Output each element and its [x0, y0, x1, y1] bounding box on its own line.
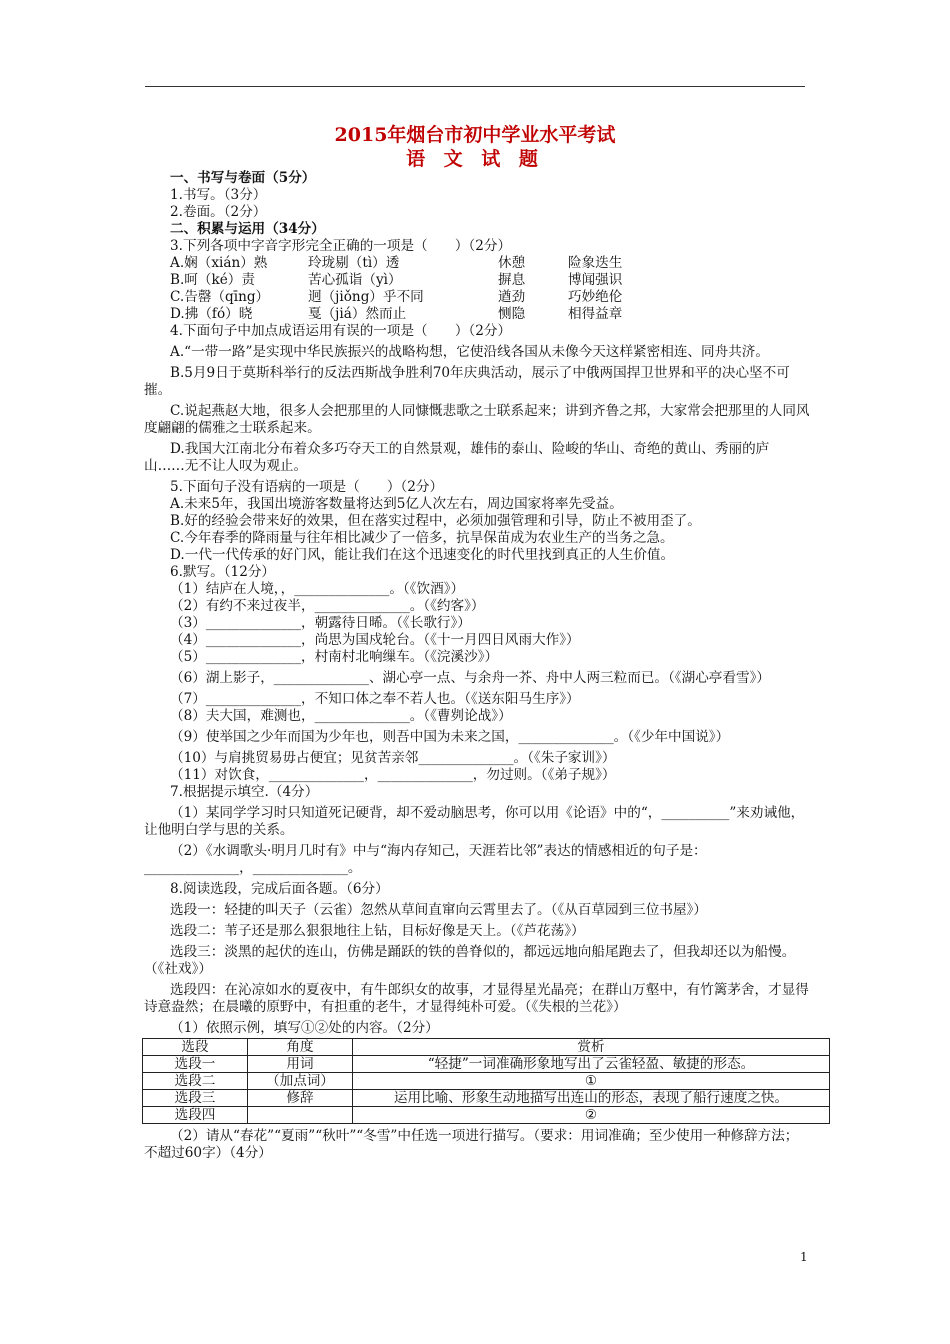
- option-part: 巧妙绝伦: [568, 289, 623, 305]
- question-4-stem: 4.下面句子中加点成语运用有误的一项是（ ）（2分）: [170, 323, 512, 339]
- question-8-sub-2: [144, 1128, 810, 1162]
- table-cell: [248, 1107, 353, 1124]
- recitation-item: （10）与肩挑贸易毋占便宜；见贫苦亲邻______________。（《朱子家训》）: [170, 750, 616, 766]
- excerpt-text: 选段二：苇子还是那么狠狠地往上钻，目标好像是天上。（《芦花荡》）: [170, 923, 585, 939]
- option-part: 摒息: [498, 272, 526, 288]
- question-5-option-c: C.今年春季的降雨量与往年相比减少了一倍多，抗旱保苗成为农业生产的当务之急。: [170, 530, 674, 546]
- question-3-option: [170, 255, 810, 272]
- option-part: 相得益章: [568, 306, 623, 322]
- page-number: 1: [800, 1250, 808, 1264]
- sub-text: （2）请从“春花”“夏雨”“秋叶”“冬雪”中任选一项进行描写。（要求：用词准确；至少使用一种修辞方法；不超过60字）（4分）: [144, 1128, 799, 1161]
- question-8-stem: 8.阅读选段，完成后面各题。（6分）: [170, 881, 389, 897]
- question-8-sub-1: （1）依照示例，填写①②处的内容。（2分）: [170, 1020, 439, 1036]
- question-4-option-c: [144, 403, 810, 437]
- recitation-item: （8）夫大国，难测也，______________。（《曹刿论战》）: [170, 708, 512, 724]
- question-5-stem: 5.下面句子没有语病的一项是（ ）（2分）: [170, 479, 444, 495]
- recitation-item: （6）湖上影子，______________、湖心亭一点、与余舟一芥、舟中人两三粒而已。（《湖心亭看雪》）: [170, 670, 770, 686]
- recitation-item: （1）结庐在人境，，______________。（《饮酒》）: [170, 581, 465, 597]
- question-7-stem: 7.根据提示填空.（4分）: [170, 784, 319, 800]
- table-cell: 运用比喻、形象生动地描写出连山的形态，表现了船行速度之快。: [353, 1090, 830, 1107]
- option-part: 险象迭生: [568, 255, 623, 271]
- question-7-part-2: [144, 843, 810, 877]
- section-1-heading: 一、书写与卷面（5分）: [170, 170, 316, 186]
- table-cell: 选段三: [143, 1090, 248, 1107]
- recitation-item: （3）______________，朝露待日晞。（《长歌行》）: [170, 615, 471, 631]
- table-row: [143, 1107, 830, 1124]
- excerpt-4: [144, 982, 810, 1016]
- part-text: （1）某同学学习时只知道死记硬背，却不爱动脑思考，你可以用《论语》中的“，__________”来劝诫他，让他明白学与思的关系。: [144, 805, 805, 838]
- question-3-option: [170, 306, 810, 323]
- option-text: A.“一带一路”是实现中华民族振兴的战略构想，它使沿线各国从未像今天这样紧密相连、同舟共济。: [170, 344, 769, 360]
- table-cell: 用词: [248, 1056, 353, 1073]
- question-5-option-a: A.未来5年，我国出境游客数量将达到5亿人次左右，周边国家将率先受益。: [170, 496, 623, 512]
- question-4-option-a: [144, 344, 810, 361]
- table-cell: （加点词）: [248, 1073, 353, 1090]
- option-text: B.5月9日于莫斯科举行的反法西斯战争胜利70年庆典活动，展示了中俄两国捍卫世界和平的决心坚不可摧。: [144, 365, 790, 398]
- appreciation-table: [142, 1038, 830, 1124]
- option-part: C.告罄（qīng）: [170, 289, 270, 305]
- question-3-option: [170, 289, 810, 306]
- option-part: B.呵（ké）责: [170, 272, 255, 288]
- table-cell: 选段一: [143, 1056, 248, 1073]
- excerpt-text: 选段四：在沁凉如水的夏夜中，有牛郎织女的故事，才显得星光晶亮；在群山万壑中，有竹篱茅舍，才显得诗意盎然；在晨曦的原野中，有担重的老牛，才显得纯朴可爱。（《失根的兰花》）: [144, 982, 809, 1015]
- question-5-option-b: B.好的经验会带来好的效果，但在落实过程中，必须加强管理和引导，防止不被用歪了。: [170, 513, 701, 529]
- table-row: [143, 1090, 830, 1107]
- table-cell: 选段四: [143, 1107, 248, 1124]
- table-cell: 修辞: [248, 1090, 353, 1107]
- title-block: [0, 123, 950, 171]
- option-part: A.娴（xián）熟: [170, 255, 268, 271]
- table-header-row: [143, 1039, 830, 1056]
- recitation-item: （4）______________，尚思为国戍轮台。（《十一月四日风雨大作》）: [170, 632, 580, 648]
- question-2: 2.卷面。（2分）: [170, 204, 267, 220]
- question-5-option-d: D.一代一代传承的好门风，能让我们在这个迅速变化的时代里找到真正的人生价值。: [170, 547, 675, 563]
- option-part: 迥（jiǒng）乎不同: [308, 289, 424, 305]
- question-4-option-d: [144, 441, 810, 475]
- recitation-item-wrap: [144, 670, 810, 687]
- table-header-cell: 角度: [248, 1039, 353, 1056]
- question-6-stem: 6.默写。（12分）: [170, 564, 276, 580]
- excerpt-2: [144, 923, 810, 940]
- question-7-part-1: [144, 805, 810, 839]
- recitation-item: （11）对饮食，______________，______________，勿过则。（《弟子规》）: [170, 767, 616, 783]
- table-cell: ①: [353, 1073, 830, 1090]
- recitation-item: （5）______________，村南村北响缫车。（《浣溪沙》）: [170, 649, 499, 665]
- option-part: 休憩: [498, 255, 526, 271]
- question-3-stem: 3.下列各项中字音字形完全正确的一项是（ ）（2分）: [170, 238, 512, 254]
- exam-content: [144, 170, 810, 1166]
- section-2-heading: 二、积累与运用（34分）: [170, 221, 325, 237]
- question-3-option: [170, 272, 810, 289]
- question-4-option-b: [144, 365, 810, 399]
- recitation-item: （2）有约不来过夜半，______________。（《约客》）: [170, 598, 485, 614]
- exam-subtitle: 语 文 试 题: [406, 148, 544, 170]
- table-row: [143, 1056, 830, 1073]
- option-part: 遒劲: [498, 289, 526, 305]
- question-1: 1.书写。（3分）: [170, 187, 267, 203]
- option-part: 苦心孤诣（yì）: [308, 272, 402, 288]
- table-cell: “轻捷”一词准确形象地写出了云雀轻盈、敏捷的形态。: [353, 1056, 830, 1073]
- option-part: 恻隐: [498, 306, 526, 322]
- excerpt-text: 选段三：淡黑的起伏的连山，仿佛是踊跃的铁的兽脊似的，都远远地向船尾跑去了，但我却还以为船慢。（《社戏》）: [144, 944, 796, 977]
- recitation-item: （7）______________，不知口体之奉不若人也。（《送东阳马生序》）: [170, 691, 580, 707]
- option-part: 玲珑剔（tì）透: [308, 255, 400, 271]
- part-text: （2）《水调歌头·明月几时有》中与“海内存知己，天涯若比邻”表达的情感相近的句子是：______________，______________。: [144, 843, 707, 876]
- table-header-cell: 选段: [143, 1039, 248, 1056]
- option-part: 戛（jiá）然而止: [308, 306, 407, 322]
- option-part: D.拂（fó）晓: [170, 306, 253, 322]
- exam-title: 2015年烟台市初中学业水平考试: [334, 124, 616, 146]
- option-text: C.说起燕赵大地，很多人会把那里的人同慷慨悲歌之士联系起来；讲到齐鲁之邦，大家常会把那里的人同风度翩翩的儒雅之士联系起来。: [144, 403, 810, 436]
- excerpt-text: 选段一：轻捷的叫天子（云雀）忽然从草间直窜向云霄里去了。（《从百草园到三位书屋》）: [170, 902, 707, 918]
- recitation-item: （9）使举国之少年而国为少年也，则吾中国为未来之国，______________。（《少年中国说》）: [170, 729, 730, 745]
- table-row: [143, 1073, 830, 1090]
- recitation-item-wrap: [144, 729, 810, 746]
- table-cell: ②: [353, 1107, 830, 1124]
- table-header-cell: 赏析: [353, 1039, 830, 1056]
- table-cell: 选段二: [143, 1073, 248, 1090]
- excerpt-1: [144, 902, 810, 919]
- excerpt-3: [144, 944, 810, 978]
- option-text: D.我国大江南北分布着众多巧夺天工的自然景观，雄伟的泰山、险峻的华山、奇绝的黄山、秀丽的庐山……无不让人叹为观止。: [144, 441, 770, 474]
- top-rule: [145, 86, 805, 87]
- option-part: 博闻强识: [568, 272, 623, 288]
